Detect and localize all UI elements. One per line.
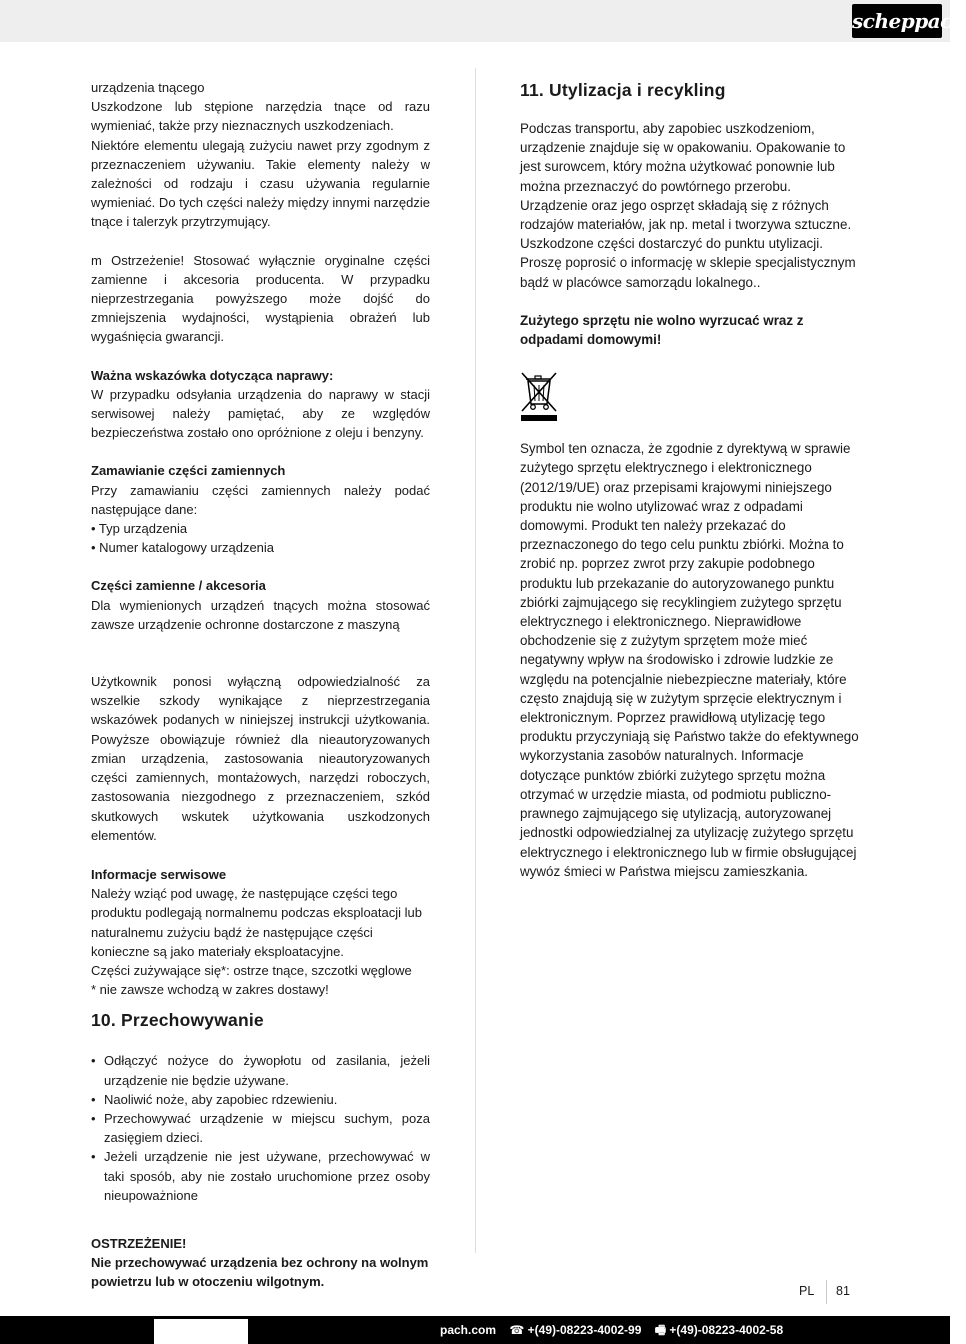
brand-logo: scheppach (852, 4, 942, 38)
list-item: • Jeżeli urządzenie nie jest używane, przechowywać w taki sposób, aby nie zostało uruchomione przez osoby nieupoważnione (91, 1147, 430, 1205)
fax-number: 🖷 +(49)-08223-4002-58 (654, 1323, 784, 1337)
column-divider (475, 68, 476, 1253)
order-text: Przy zamawianiu części zamiennych należy podać następujące dane: (91, 482, 430, 517)
symbol-explanation: Symbol ten oznacza, że zgodnie z dyrektywą w sprawie zużytego sprzętu elektrycznego i elektronicznego (2012/19/UE) oraz przepisami krajowymi niniejszego produktu nie wolno utylizować wraz z odpadami domowymi. Produkt ten należy przekazać do przeznaczonego do tego celu punktu zbiórki. Można to zrobić np. poprzez zwrot przy zakupie podobnego produktu lub przekazanie do autoryzowanego punktu zbiórki zajmującego się recyklingiem zużytego sprzętu elektrycznego i elektronicznego. Nieprawidłowe obchodzenie się z zużytym sprzętem może mieć negatywny wpływ na środowisko i zdrowie ludzkie ze względu na potencjalnie niebezpieczne materiały, które często znajdują się w zużytym sprzęcie elektrycznym i elektronicznym. Poprzez prawidłową utylizację tego produktu przyczyniają się Państwo także do efektywnego wykorzystania zasobów naturalnych. Informacje dotyczące punktów zbiórki zużytego sprzętu można otrzymać w urzędzie miasta, od podmiotu publiczno-prawnego zajmującego się utylizacją, autoryzowanej jednostki odpowiedzialnej za utylizację zużytego sprzętu elektrycznego i elektronicznego lub w firmie obsługującej wywóz śmieci w Państwa miejscu zamieszkania. (520, 441, 859, 879)
recycle-text: Podczas transportu, aby zapobiec uszkodzeniom, urządzenie znajduje się w opakowaniu. Opakowanie to jest surowcem, który można użytkować ponownie lub można przeznaczyć do powtórnego przerobu. Urządzenie oraz jego osprzęt składają się z różnych rodzajów materiałów, jak np. metal i tworzywa sztuczne. Uszkodzone części dostarczyć do punktu utylizacji. Proszę poprosić o informację w sklepie specjalistycznym bądź w placówce samorządu lokalnego.. (520, 121, 856, 290)
repair-text: W przypadku odsyłania urządzenia do naprawy w stacji serwisowej należy pamiętać, aby ze względów bezpieczeństwa zostało ono opróżnione z oleju i benzyny. (91, 386, 430, 441)
phone-number: ☎ +(49)-08223-4002-99 (509, 1323, 642, 1337)
page-language: PL (799, 1284, 815, 1298)
order-item: • Numer katalogowy urządzenia (91, 540, 275, 556)
service-note: * nie zawsze wchodzą w zakres dostawy! (91, 982, 329, 998)
household-waste-warning: Zużytego sprzętu nie wolno wyrzucać wraz z odpadami domowymi! (520, 312, 804, 348)
wear-parts-paragraph: Niektóre elementu ulegają zużyciu nawet przy zgodnym z przeznaczeniem używaniu. Takie elementy należy w zależności od rodzaju i czasu używania regularnie wymieniać. Do tych części należy między innymi narzędzie tnące i talerzyk przytrzymujący. (91, 137, 430, 230)
list-item: • Przechowywać urządzenie w miejscu suchym, poza zasięgiem dzieci. (91, 1109, 430, 1147)
blank-box (154, 1319, 248, 1344)
service-heading: Informacje serwisowe (91, 866, 227, 882)
recycle-heading: 11. Utylizacja i recykling (520, 80, 726, 100)
header-bar (0, 0, 966, 42)
service-wear-parts: Części zużywające się*: ostrze tnące, szczotki węglowe (91, 962, 412, 978)
parts-text: Dla wymienionych urządzeń tnących można stosować zawsze urządzenie ochronne dostarczone z maszyną (91, 597, 430, 632)
crossed-out-wheelie-bin-icon (520, 371, 560, 423)
list-item: • Odłączyć nożyce do żywopłotu od zasilania, jeżeli urządzenie nie będzie używane. (91, 1051, 430, 1089)
contact-bar (0, 1316, 950, 1344)
storage-list (91, 1051, 430, 1205)
repair-heading: Ważna wskazówka dotycząca naprawy: (91, 367, 334, 383)
left-column (91, 78, 430, 1292)
contact-info (440, 1321, 793, 1342)
storage-warning-text: Nie przechowywać urządzenia bez ochrony na wolnym powietrzu lub w otoczeniu wilgotnym. (91, 1255, 429, 1290)
parts-heading: Części zamienne / akcesoria (91, 578, 266, 594)
original-parts-warning: m Ostrzeżenie! Stosować wyłącznie oryginalne części zamienne i akcesoria producenta. W przypadku nieprzestrzegania powyższego może dojść do zmniejszenia wydajności, wystąpienia obrażeń lub wygaśnięcia gwarancji. (91, 252, 430, 345)
cutting-tool-paragraph: urządzenia tnącego Uszkodzone lub stępione narzędzia tnące od razu wymieniać, także przy nieznacznych uszkodzeniach. (91, 80, 430, 134)
order-item: • Typ urządzenia (91, 521, 188, 537)
footer-separator (826, 1280, 827, 1304)
storage-warning-heading: OSTRZEŻENIE! (91, 1235, 187, 1251)
storage-heading: 10. Przechowywanie (91, 1010, 264, 1031)
liability-text: Użytkownik ponosi wyłączną odpowiedzialność za wszelkie szkody wynikające z nieprzestrzegania wskazówek podanych w niniejszej instrukcji użytkowania. Powyższe obowiązuje również dla nieautoryzowanych zmian urządzenia, zastosowania nieautoryzowanych części zamiennych, montażowych, narzędzi roboczych, zastosowania niezgodnego z przeznaczeniem, szkód skutkowych wskutek użytkowania uszkodzonych elementów. (91, 674, 430, 843)
page-number: 81 (836, 1284, 850, 1298)
list-item: • Naoliwić noże, aby zapobiec rdzewieniu. (91, 1090, 430, 1109)
order-heading: Zamawianie części zamiennych (91, 463, 286, 479)
website-link[interactable]: pach.com (440, 1323, 497, 1337)
right-column (520, 79, 860, 881)
service-text: Należy wziąć pod uwagę, że następujące części tego produktu podlegają normalnemu podczas eksploatacji lub naturalnemu zużyciu bądź że następujące części konieczne są jako materiały eksploatacyjne. (91, 886, 422, 959)
